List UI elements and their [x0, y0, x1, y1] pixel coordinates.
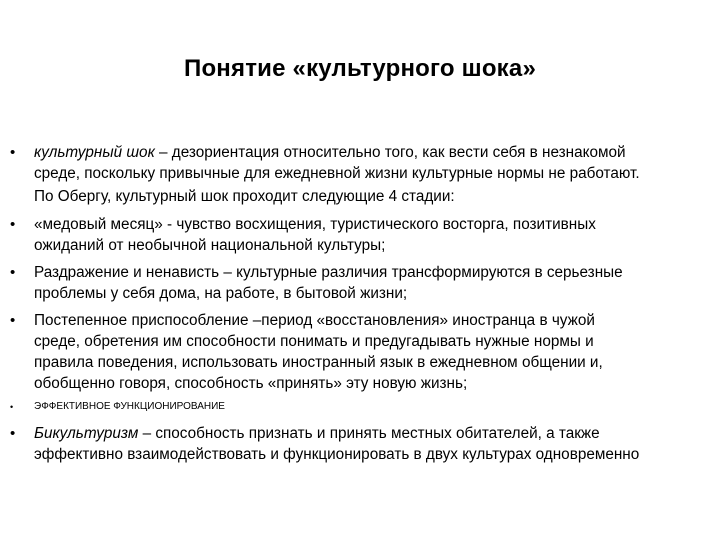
stage-line: «медовый месяц» - чувство восхищения, туристического восторга, позитивных	[34, 216, 596, 233]
bullet: •	[10, 402, 14, 412]
stage-line: среде, обретения им способности понимать и предугадывать нужные нормы и	[34, 333, 594, 350]
stage-line: Постепенное приспособление –период «восстановления» иностранца в чужой	[34, 312, 595, 329]
slide-content	[10, 142, 715, 471]
stage-line: ЭФФЕКТИВНОЕ ФУНКЦИОНИРОВАНИЕ	[34, 401, 225, 412]
term-culture-shock: культурный шок	[34, 144, 155, 161]
definition-line: – способность признать и принять местных обитателей, а также	[138, 425, 600, 442]
bullet: •	[10, 264, 16, 281]
list-item-stage	[10, 310, 715, 394]
stage-line: правила поведения, использовать иностранный язык в ежедневном общении и,	[34, 354, 603, 371]
definition-line: среде, поскольку привычные для ежедневной жизни культурные нормы не работают.	[34, 165, 640, 182]
stage-line: проблемы у себя дома, на работе, в бытовой жизни;	[34, 285, 408, 302]
list-item-biculturalism	[10, 423, 715, 465]
slide-title: Понятие «культурного шока»	[184, 55, 536, 82]
bullet: •	[10, 144, 16, 161]
term-biculturalism: Бикультуризм	[34, 425, 139, 442]
list-item-culture-shock	[10, 142, 715, 184]
bullet: •	[10, 425, 16, 442]
bullet: •	[10, 216, 16, 233]
bullet: •	[10, 312, 16, 329]
oberg-paragraph: По Обергу, культурный шок проходит следующие 4 стадии:	[34, 188, 455, 205]
definition-line: эффективно взаимодействовать и функционировать в двух культурах одновременно	[34, 446, 640, 463]
stage-line: Раздражение и ненависть – культурные различия трансформируются в серьезные	[34, 264, 623, 281]
stage-line: обобщенно говоря, способность «принять» эту новую жизнь;	[34, 375, 468, 392]
list-item-stage	[10, 262, 715, 304]
definition-line: – дезориентация относительно того, как вести себя в незнакомой	[154, 144, 626, 161]
list-item-stage	[10, 214, 715, 256]
stage-line: ожиданий от необычной национальной культуры;	[34, 237, 386, 254]
list-item-stage-small	[10, 400, 715, 414]
